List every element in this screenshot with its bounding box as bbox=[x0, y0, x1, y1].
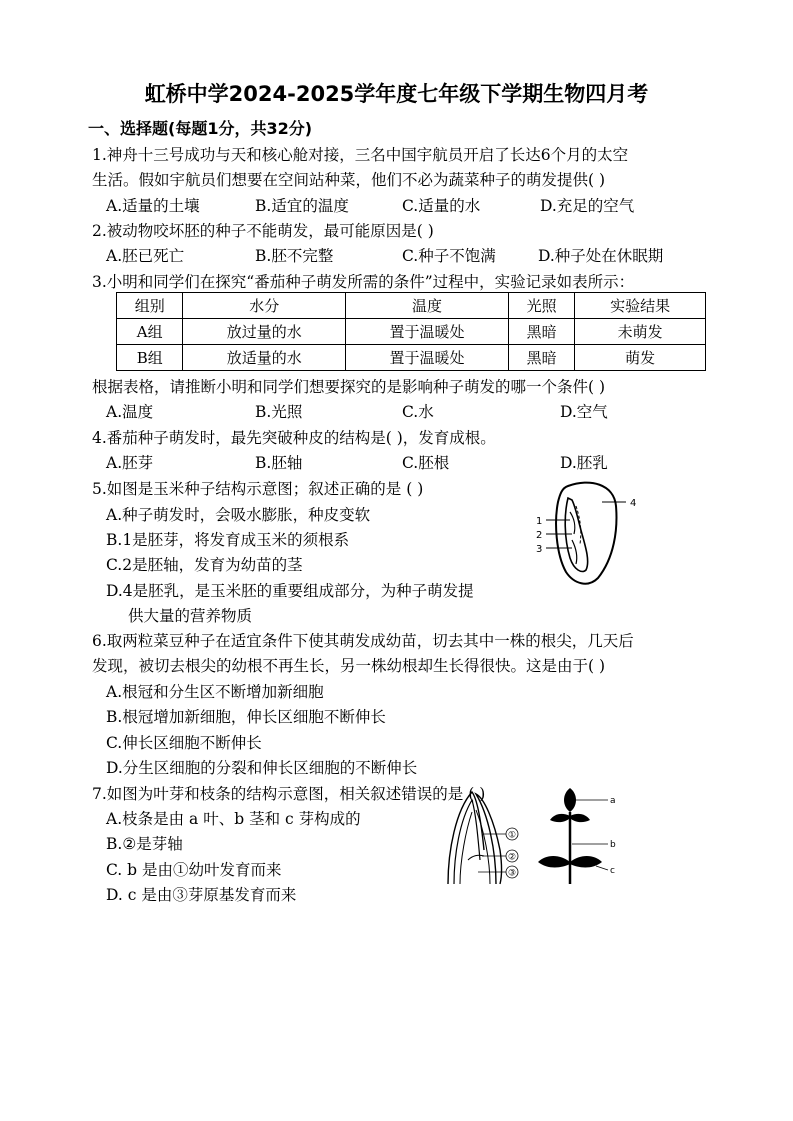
q2-option-a: A.胚已死亡 bbox=[106, 247, 185, 265]
q4-option-a: A.胚芽 bbox=[106, 454, 154, 472]
q3-option-a: A.温度 bbox=[106, 403, 154, 421]
table-cell: 置于温暖处 bbox=[346, 319, 509, 345]
q5-option-d-line1: D.4是胚乳，是玉米胚的重要组成部分，为种子萌发提 bbox=[106, 582, 474, 600]
table-cell: 萌发 bbox=[575, 345, 706, 371]
label-3: 3 bbox=[536, 544, 543, 555]
exam-title: 虹桥中学2024-2025学年度七年级下学期生物四月考 bbox=[144, 82, 649, 106]
q5-stem: 5.如图是玉米种子结构示意图；叙述正确的是 ( ) bbox=[92, 480, 424, 498]
table-header-cell: 温度 bbox=[346, 293, 509, 319]
q6-stem-line1: 6.取两粒菜豆种子在适宜条件下使其萌发成幼苗，切去其中一株的根尖，几天后 bbox=[92, 632, 634, 650]
bud-label-3: ③ bbox=[507, 868, 517, 879]
table-cell: A组 bbox=[117, 319, 183, 345]
q1-stem-line2: 生活。假如宇航员们想要在空间站种菜，他们不必为蔬菜种子的萌发提供( ) bbox=[92, 171, 606, 189]
bud-label-1: ① bbox=[507, 830, 517, 841]
q6-stem-line2: 发现，被切去根尖的幼根不再生长，另一株幼根却生长得很快。这是由于( ) bbox=[92, 657, 606, 675]
table-header-cell: 实验结果 bbox=[575, 293, 706, 319]
q3-option-c: C.水 bbox=[402, 403, 434, 421]
label-4: 4 bbox=[630, 498, 637, 509]
table-header-row bbox=[117, 293, 706, 319]
q3-question: 根据表格，请推断小明和同学们想要探究的是影响种子萌发的哪一个条件( ) bbox=[92, 378, 606, 396]
q6-option-c: C.伸长区细胞不断伸长 bbox=[106, 734, 262, 752]
q7-option-b: B.②是芽轴 bbox=[106, 835, 183, 853]
q1-option-a: A.适量的土壤 bbox=[106, 197, 200, 215]
q6-option-b: B.根冠增加新细胞，伸长区细胞不断伸长 bbox=[106, 708, 386, 726]
table-header-cell: 水分 bbox=[183, 293, 346, 319]
table-row bbox=[117, 345, 706, 371]
leaf-bud-diagram bbox=[438, 790, 524, 886]
q5-option-c: C.2是胚轴，发育为幼苗的茎 bbox=[106, 556, 303, 574]
table-header-cell: 光照 bbox=[508, 293, 574, 319]
q2-option-b: B.胚不完整 bbox=[255, 247, 334, 265]
experiment-table bbox=[116, 292, 706, 371]
q2-stem: 2.被动物咬坏胚的种子不能萌发，最可能原因是( ) bbox=[92, 222, 434, 240]
section-heading: 一、选择题(每题1分，共32分) bbox=[88, 119, 313, 138]
branch-label-c: c bbox=[610, 866, 615, 876]
q1-option-b: B.适宜的温度 bbox=[255, 197, 349, 215]
q5-option-a: A.种子萌发时，会吸水膨胀，种皮变软 bbox=[106, 506, 371, 524]
table-row bbox=[117, 319, 706, 345]
branch-diagram bbox=[534, 782, 618, 886]
table-cell: 放适量的水 bbox=[183, 345, 346, 371]
table-header-cell: 组别 bbox=[117, 293, 183, 319]
q4-option-d: D.胚乳 bbox=[560, 454, 608, 472]
q1-option-c: C.适量的水 bbox=[402, 197, 481, 215]
table-cell: 放过量的水 bbox=[183, 319, 346, 345]
label-2: 2 bbox=[536, 530, 543, 541]
q7-option-c: C. b 是由①幼叶发育而来 bbox=[106, 861, 282, 879]
branch-label-a: a bbox=[610, 796, 616, 806]
q5-option-d-line2: 供大量的营养物质 bbox=[128, 607, 253, 625]
q5-option-b: B.1是胚芽，将发育成玉米的须根系 bbox=[106, 531, 350, 549]
q2-option-d: D.种子处在休眠期 bbox=[538, 247, 664, 265]
table-cell: B组 bbox=[117, 345, 183, 371]
q2-option-c: C.种子不饱满 bbox=[402, 247, 496, 265]
q7-option-d: D. c 是由③芽原基发育而来 bbox=[106, 886, 297, 904]
table-cell: 黑暗 bbox=[508, 319, 574, 345]
q3-option-b: B.光照 bbox=[255, 403, 303, 421]
table-cell: 置于温暖处 bbox=[346, 345, 509, 371]
q6-option-d: D.分生区细胞的分裂和伸长区细胞的不断伸长 bbox=[106, 759, 418, 777]
q7-option-a: A.枝条是由 a 叶、b 茎和 c 芽构成的 bbox=[106, 810, 361, 828]
q3-stem: 3.小明和同学们在探究“番茄种子萌发所需的条件”过程中，实验记录如表所示： bbox=[92, 273, 635, 291]
label-1: 1 bbox=[536, 516, 543, 527]
q1-stem-line1: 1.神舟十三号成功与天和核心舱对接，三名中国宇航员开启了长达6个月的太空 bbox=[92, 146, 629, 164]
q6-option-a: A.根冠和分生区不断增加新细胞 bbox=[106, 683, 324, 701]
q1-option-d: D.充足的空气 bbox=[540, 197, 635, 215]
table-cell: 未萌发 bbox=[575, 319, 706, 345]
bud-label-2: ② bbox=[507, 852, 517, 863]
branch-label-b: b bbox=[610, 840, 616, 850]
q3-option-d: D.空气 bbox=[560, 403, 608, 421]
table-cell: 黑暗 bbox=[508, 345, 574, 371]
corn-seed-diagram bbox=[530, 478, 650, 590]
q4-stem: 4.番茄种子萌发时，最先突破种皮的结构是( )，发育成根。 bbox=[92, 429, 496, 447]
q7-stem: 7.如图为叶芽和枝条的结构示意图，相关叙述错误的是 ( ) bbox=[92, 785, 486, 803]
q4-option-b: B.胚轴 bbox=[255, 454, 303, 472]
q4-option-c: C.胚根 bbox=[402, 454, 450, 472]
